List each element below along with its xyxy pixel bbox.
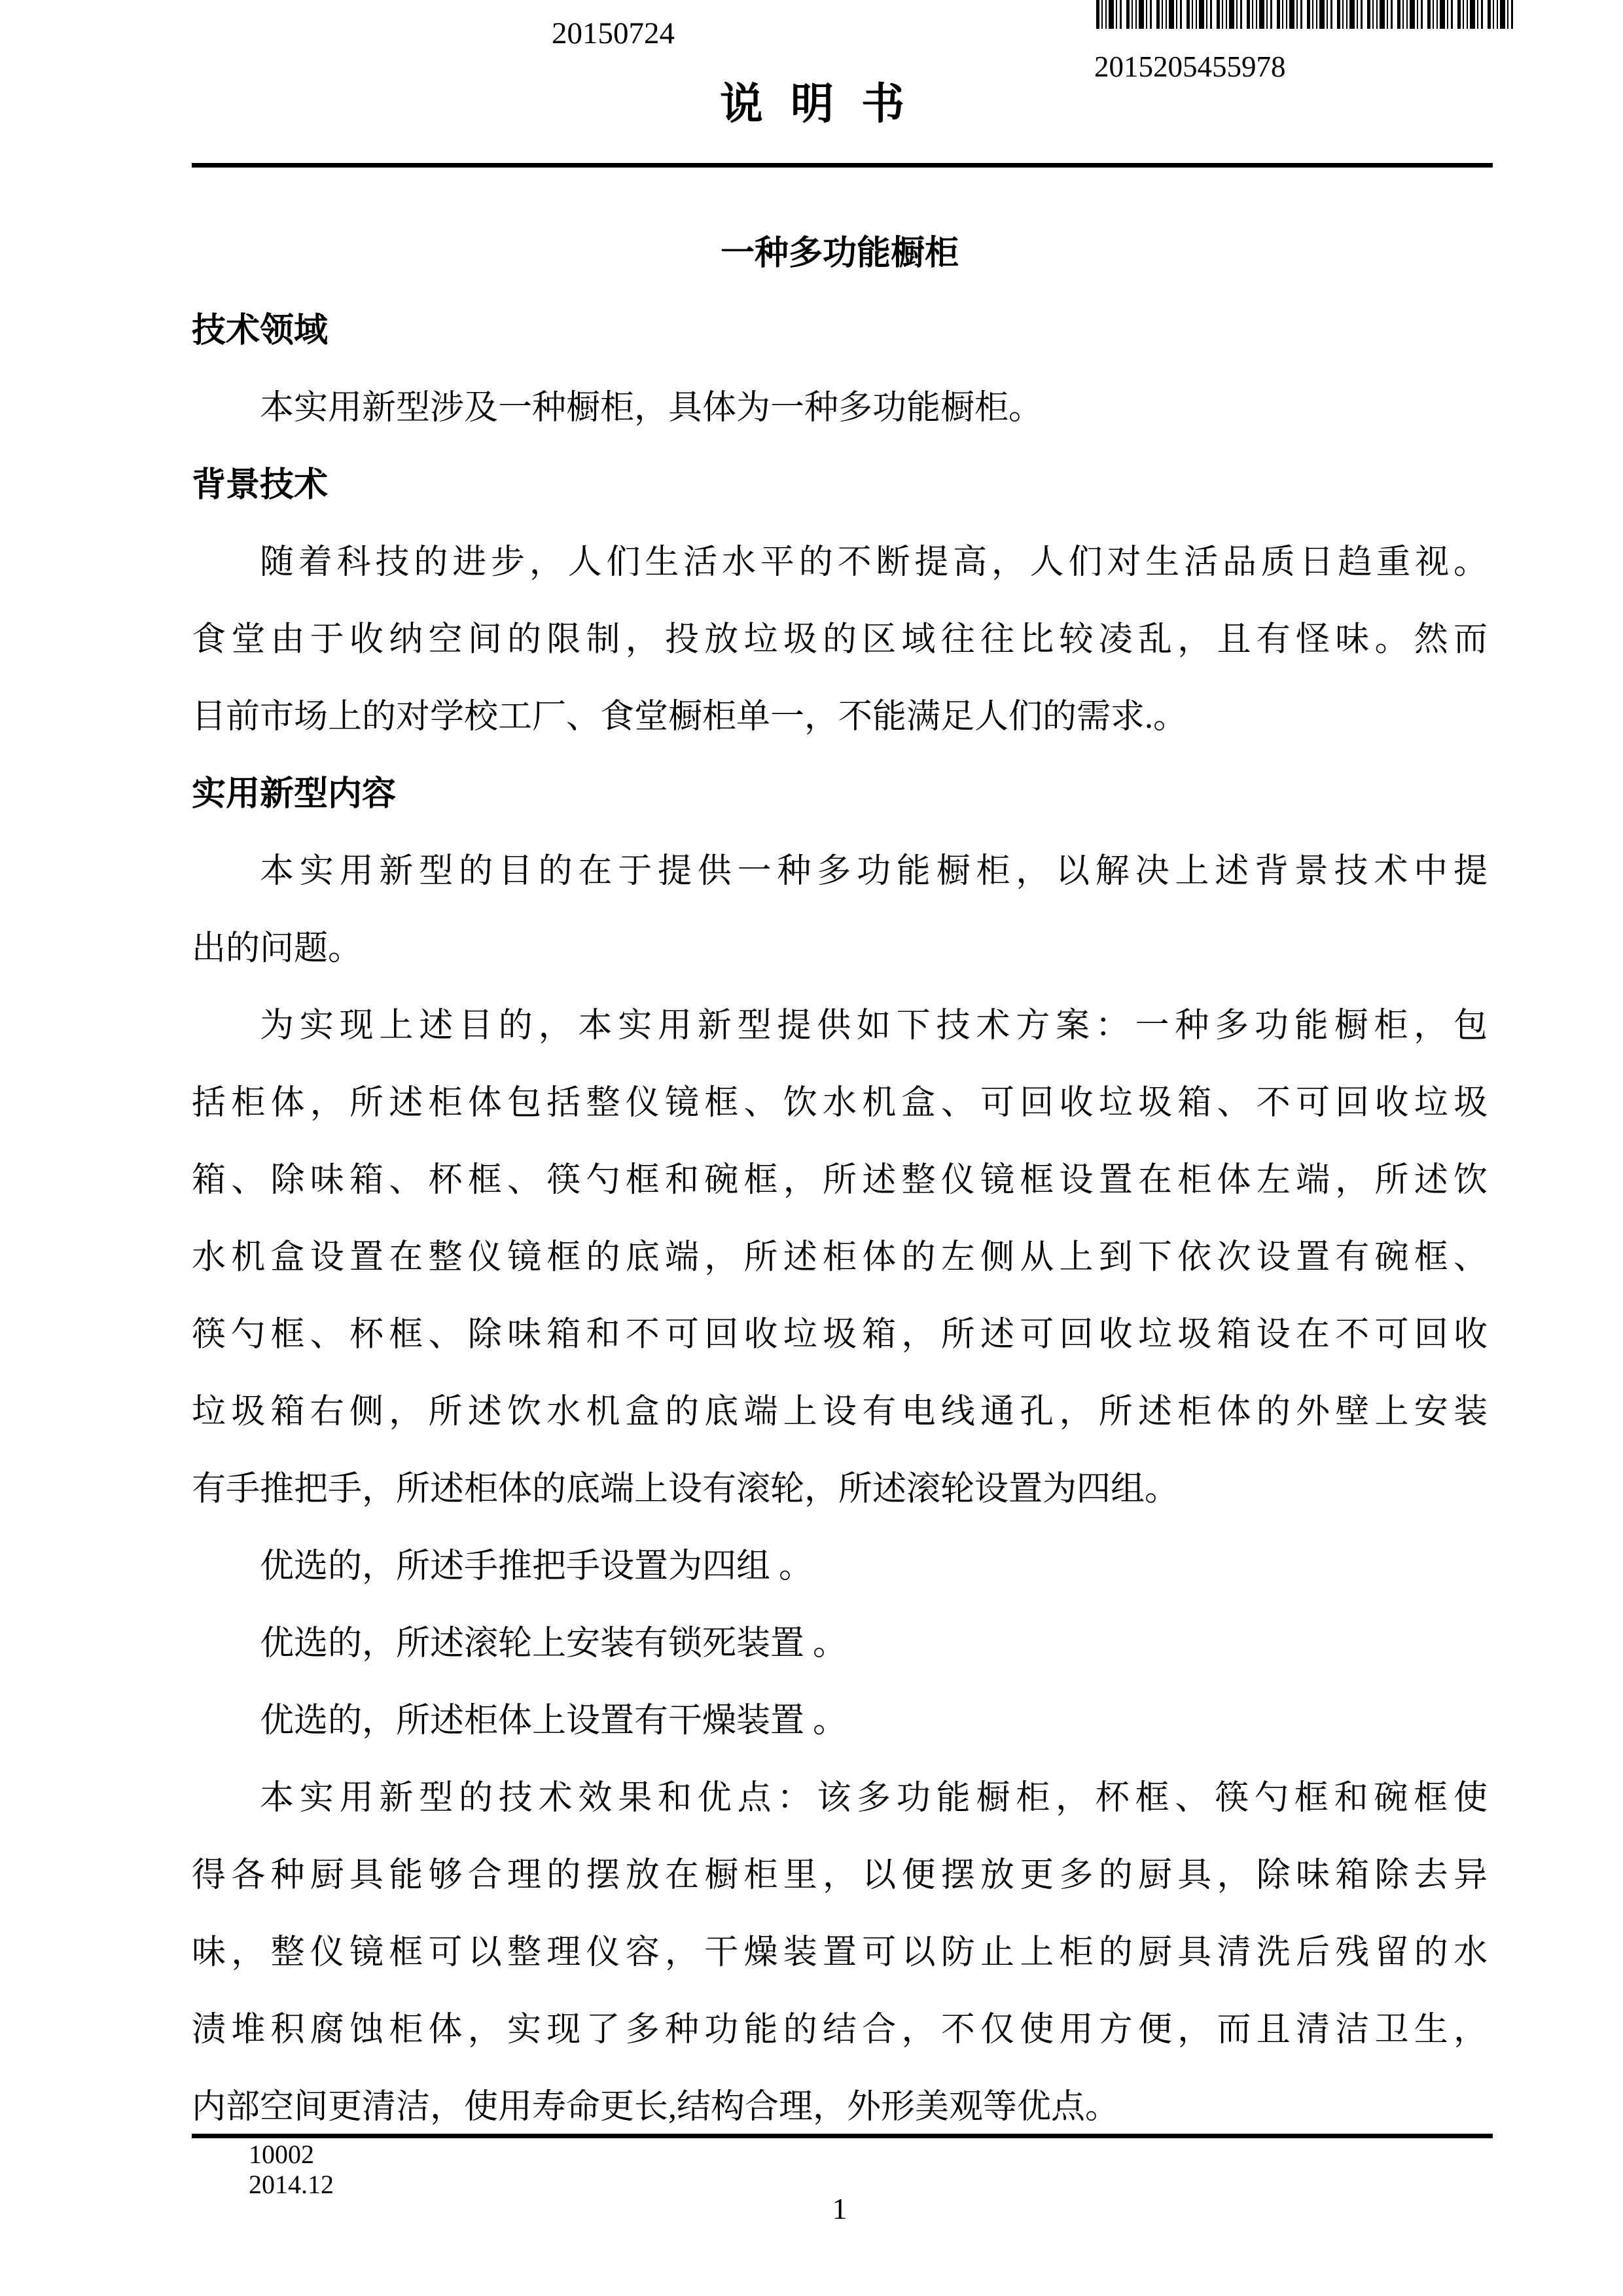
text-line: 箱、除味箱、杯框、筷勺框和碗框，所述整仪镜框设置在柜体左端，所述饮 [192,1162,1488,1199]
text-line: 垃圾箱右侧，所述饮水机盒的底端上设有电线通孔，所述柜体的外壁上安装 [192,1393,1488,1431]
barcode-image [1096,0,1515,29]
text-line: 优选的，所述柜体上设置有干燥装置 。 [260,1702,847,1740]
section-heading-background-art: 背景技术 [192,467,329,504]
section-heading-utility-model-content: 实用新型内容 [192,776,397,813]
header-rule [192,163,1493,168]
document-type-title: 说明书 [720,81,932,128]
invention-title: 一种多功能橱柜 [720,235,959,272]
text-line: 为实现上述目的，本实用新型提供如下技术方案：一种多功能橱柜，包 [260,1007,1488,1045]
text-line: 优选的，所述手推把手设置为四组 。 [260,1548,813,1585]
text-line: 出的问题。 [192,930,363,967]
text-line: 本实用新型的技术效果和优点：该多功能橱柜，杯框、筷勺框和碗框使 [260,1780,1488,1817]
text-line: 食堂由于收纳空间的限制，投放垃圾的区域往往比较凌乱，且有怪味。然而 [192,621,1488,658]
text-line: 得各种厨具能够合理的摆放在橱柜里，以便摆放更多的厨具，除味箱除去异 [192,1857,1488,1894]
section-heading-technical-field: 技术领域 [192,312,329,350]
footer-code: 10002 [249,2140,314,2169]
text-line: 有手推把手，所述柜体的底端上设有滚轮，所述滚轮设置为四组。 [192,1471,1179,1508]
text-line: 括柜体，所述柜体包括整仪镜框、饮水机盒、可回收垃圾箱、不可回收垃圾 [192,1085,1488,1122]
text-line: 目前市场上的对学校工厂、食堂橱柜单一，不能满足人们的需求.。 [192,698,1188,736]
text-line: 随着科技的进步，人们生活水平的不断提高，人们对生活品质日趋重视。 [260,544,1488,581]
barcode-number: 2015205455978 [1094,50,1286,83]
text-line: 内部空间更清洁，使用寿命更长,结构合理，外形美观等优点。 [192,2089,1120,2126]
text-line: 本实用新型的目的在于提供一种多功能橱柜，以解决上述背景技术中提 [260,853,1488,890]
text-line: 水机盒设置在整仪镜框的底端，所述柜体的左侧从上到下依次设置有碗框、 [192,1239,1488,1276]
footer-rule [192,2134,1493,2138]
text-line: 渍堆积腐蚀柜体，实现了多种功能的结合，不仅使用方便，而且清洁卫生， [192,2011,1488,2049]
footer-date: 2014.12 [249,2170,334,2199]
text-line: 筷勺框、杯框、除味箱和不可回收垃圾箱，所述可回收垃圾箱设在不可回收 [192,1316,1488,1354]
page-number: 1 [832,2192,847,2225]
application-number: 20150724 [552,16,675,50]
text-line: 本实用新型涉及一种橱柜，具体为一种多功能橱柜。 [260,389,1043,427]
text-line: 味，整仪镜框可以整理仪容，干燥装置可以防止上柜的厨具清洗后残留的水 [192,1934,1488,1971]
document-body [192,215,1488,2146]
text-line: 优选的，所述滚轮上安装有锁死装置 。 [260,1625,847,1662]
